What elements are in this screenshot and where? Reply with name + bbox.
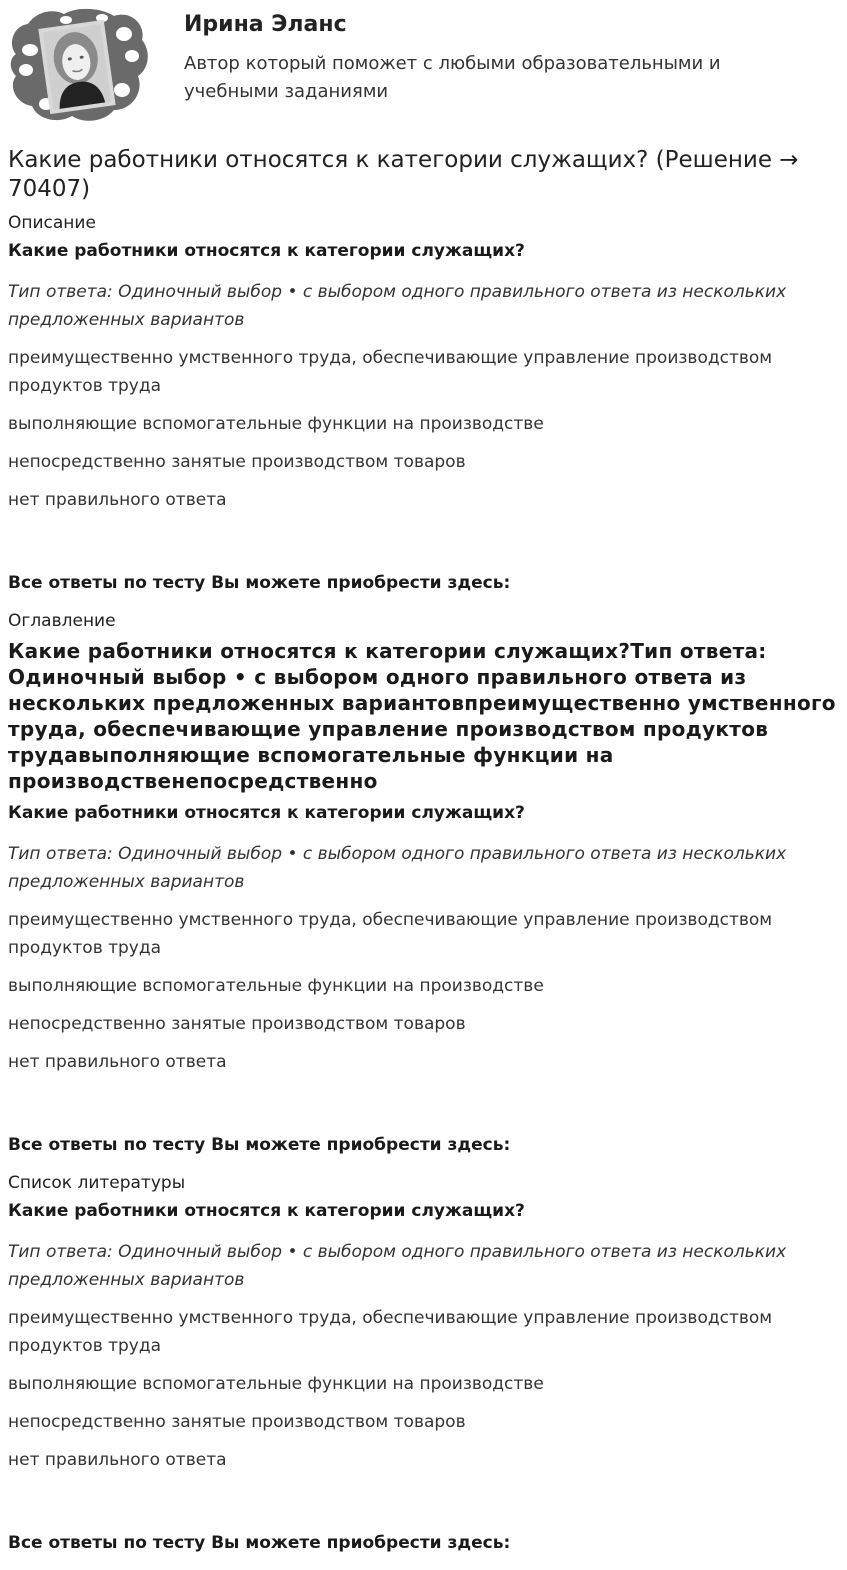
- buy-answers-text: Все ответы по тесту Вы можете приобрести здесь:: [8, 573, 511, 593]
- answer-option: непосредственно занятые производством товаров: [8, 1412, 466, 1432]
- question-text: Какие работники относятся к категории служащих?: [8, 241, 525, 261]
- spacer: [8, 1484, 840, 1532]
- references-section: [8, 1172, 840, 1554]
- toc-section: [8, 610, 840, 1156]
- author-avatar[interactable]: [6, 6, 152, 126]
- buy-answers-text: Все ответы по тесту Вы можете приобрести здесь:: [8, 1135, 511, 1155]
- answer-option: нет правильного ответа: [8, 1052, 227, 1072]
- answer-type: Тип ответа: Одиночный выбор • с выбором одного правильного ответа из нескольких предложенных вариантов: [8, 844, 787, 892]
- buy-answers-text: Все ответы по тесту Вы можете приобрести здесь:: [8, 1533, 511, 1553]
- answer-option: непосредственно занятые производством товаров: [8, 1014, 466, 1034]
- answer-option: выполняющие вспомогательные функции на производстве: [8, 976, 544, 996]
- answer-option: нет правильного ответа: [8, 490, 227, 510]
- author-header: [0, 0, 847, 132]
- answer-option: преимущественно умственного труда, обеспечивающие управление производством продуктов труда: [8, 348, 773, 396]
- section-label-toc: Оглавление: [8, 611, 116, 631]
- question-text: Какие работники относятся к категории служащих?: [8, 803, 525, 823]
- description-section: [8, 212, 840, 594]
- film-reel-portrait-icon: [6, 6, 152, 126]
- answer-option: преимущественно умственного труда, обеспечивающие управление производством продуктов труда: [8, 910, 773, 958]
- spacer: [8, 1086, 840, 1134]
- author-name[interactable]: Ирина Эланс: [184, 12, 347, 37]
- page-title: Какие работники относятся к категории служащих? (Решение → 70407): [8, 147, 799, 202]
- author-description: Автор который поможет с любыми образовательными и учебными заданиями: [184, 53, 721, 102]
- question-text: Какие работники относятся к категории служащих?: [8, 1201, 525, 1221]
- section-label-references: Список литературы: [8, 1173, 186, 1193]
- answer-type: Тип ответа: Одиночный выбор • с выбором одного правильного ответа из нескольких предложенных вариантов: [8, 1242, 787, 1290]
- spacer: [8, 524, 840, 572]
- main-content: [8, 146, 840, 1570]
- toc-heading: Какие работники относятся к категории служащих?Тип ответа: Одиночный выбор • с выбором одного правильного ответа из нескольких предложенных вариантовпреимущественно умственного труда, обеспечивающие управление производством продуктов трудавыполняющие вспомогательные функции на производственепосредственно: [8, 639, 836, 793]
- answer-type: Тип ответа: Одиночный выбор • с выбором одного правильного ответа из нескольких предложенных вариантов: [8, 282, 787, 330]
- answer-option: выполняющие вспомогательные функции на производстве: [8, 414, 544, 434]
- answer-option: преимущественно умственного труда, обеспечивающие управление производством продуктов труда: [8, 1308, 773, 1356]
- section-label-description: Описание: [8, 213, 96, 233]
- answer-option: нет правильного ответа: [8, 1450, 227, 1470]
- answer-option: непосредственно занятые производством товаров: [8, 452, 466, 472]
- answer-option: выполняющие вспомогательные функции на производстве: [8, 1374, 544, 1394]
